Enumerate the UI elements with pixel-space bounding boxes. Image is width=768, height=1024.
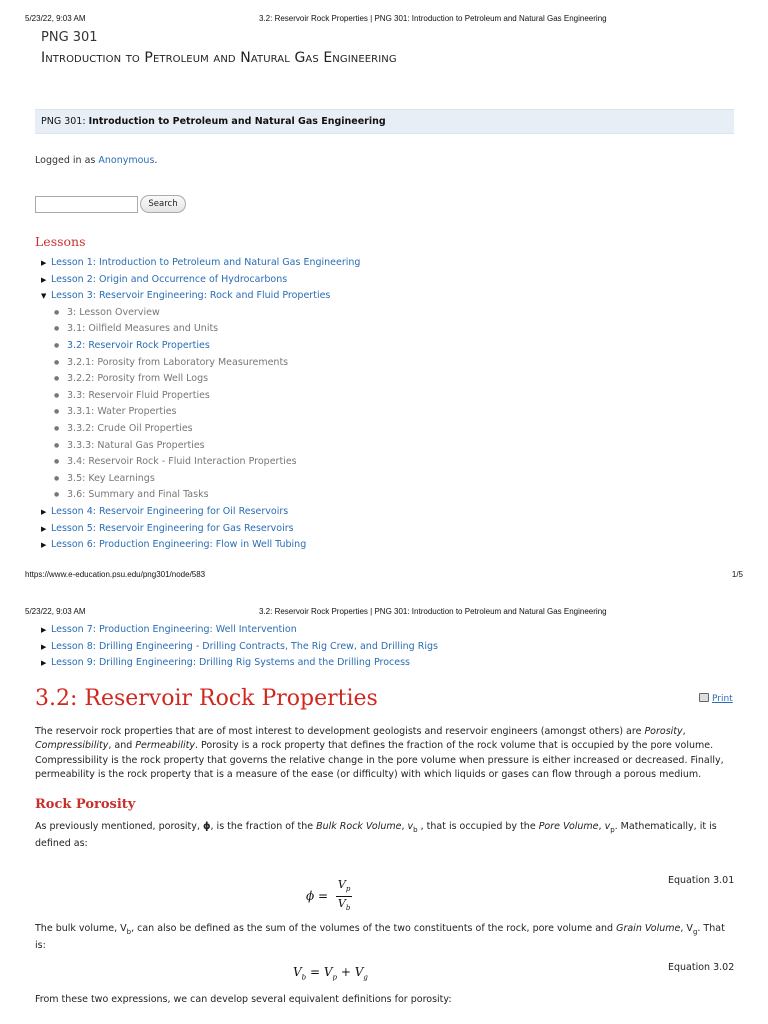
print-page-number: 1/5 xyxy=(731,570,743,579)
nav-link[interactable]: Lesson 4: Reservoir Engineering for Oil Reservoirs xyxy=(51,505,289,517)
nav-link[interactable]: Lesson 1: Introduction to Petroleum and Natural Gas Engineering xyxy=(51,257,361,268)
nav-link[interactable]: Lesson 7: Production Engineering: Well Intervention xyxy=(51,624,297,635)
triangle-right-icon[interactable]: ▶ xyxy=(41,642,47,651)
intro-paragraph: The reservoir rock properties that are of most interest to development geologists and reservoir engineers (amongst others) are Porosity, Compressibility, and Permeability. Porosity is a rock property that defines the fraction of the rock volume that is occupied by the pore volume. Compressibility is the rock property that governs the relative change in the pore volume when pressure is either increased or decreased. Finally, permeability is the rock property that is a measure of the ease (or difficulty) with which liquids or gases can flow through a porous medium. xyxy=(35,726,724,780)
bullet-icon: ● xyxy=(54,474,60,482)
nav-link[interactable]: Lesson 2: Origin and Occurrence of Hydrocarbons xyxy=(51,273,288,285)
final-paragraph: From these two expressions, we can develop several equivalent definitions for porosity: xyxy=(35,994,452,1005)
bullet-icon: ● xyxy=(54,325,60,333)
print-datetime: 5/23/22, 9:03 AM xyxy=(25,607,86,616)
bullet-icon: ● xyxy=(54,491,60,499)
nav-link[interactable]: 3.3.1: Water Properties xyxy=(67,406,177,418)
bullet-icon: ● xyxy=(54,358,60,366)
nav-link[interactable]: 3.1: Oilfield Measures and Units xyxy=(67,323,219,335)
triangle-right-icon[interactable]: ▶ xyxy=(41,541,47,550)
triangle-right-icon[interactable]: ▶ xyxy=(41,626,47,634)
bullet-icon: ● xyxy=(54,308,60,316)
nav-link[interactable]: 3.2.1: Porosity from Laboratory Measurements xyxy=(67,356,289,368)
equation-label-3-02: Equation 3.02 xyxy=(668,962,735,973)
print-header xyxy=(0,14,768,28)
login-suffix: . xyxy=(154,155,158,166)
triangle-right-icon[interactable]: ▶ xyxy=(41,275,47,284)
print-title: 3.2: Reservoir Rock Properties | PNG 301: Introduction to Petroleum and Natural Gas Engineering xyxy=(259,607,607,616)
bullet-icon: ● xyxy=(54,424,60,432)
login-user-link[interactable]: Anonymous xyxy=(98,155,155,166)
nav-link[interactable]: 3.2.2: Porosity from Well Logs xyxy=(67,373,209,385)
porosity-paragraph: As previously mentioned, porosity, ϕ, is the fraction of the Bulk Rock Volume, $v_b$ , that is occupied by the Pore Volume, $v_p$. Mathematically, it is defined as: xyxy=(35,821,717,850)
site-code[interactable]: PNG 301 xyxy=(41,30,98,45)
course-title: Introduction to Petroleum and Natural Gas Engineering xyxy=(88,116,386,127)
nav-link[interactable]: Lesson 9: Drilling Engineering: Drilling Rig Systems and the Drilling Process xyxy=(51,657,410,669)
site-title[interactable]: Introduction to Petroleum and Natural Gas Engineering xyxy=(41,50,397,66)
print-header-2 xyxy=(0,607,768,621)
nav-link[interactable]: 3.3.2: Crude Oil Properties xyxy=(67,422,193,434)
triangle-right-icon[interactable]: ▶ xyxy=(41,259,47,267)
print-url: https://www.e-education.psu.edu/png301/node/583 xyxy=(25,570,206,579)
equation-label-3-01: Equation 3.01 xyxy=(668,875,735,886)
course-code: PNG 301: xyxy=(41,116,86,127)
nav-link[interactable]: 3.5: Key Learnings xyxy=(67,472,155,484)
lessons-heading: Lessons xyxy=(35,234,86,249)
print-link-label[interactable]: Print xyxy=(712,694,733,704)
nav-link[interactable]: Lesson 3: Reservoir Engineering: Rock and Fluid Properties xyxy=(51,290,331,302)
print-datetime: 5/23/22, 9:03 AM xyxy=(25,14,86,23)
rock-porosity-heading: Rock Porosity xyxy=(35,797,136,812)
bulk-volume-paragraph: The bulk volume, $V_b$, can also be defined as the sum of the volumes of the two constituents of the rock, pore volume and Grain Volume, $V_g$. That is: xyxy=(35,923,725,952)
course-bar xyxy=(35,109,734,134)
login-status xyxy=(35,155,157,166)
nav-link[interactable]: 3.6: Summary and Final Tasks xyxy=(67,489,209,501)
login-prefix: Logged in as xyxy=(35,155,96,166)
bullet-icon: ● xyxy=(54,341,60,349)
search-button[interactable]: Search xyxy=(140,195,186,213)
equation-3-02: $V_b = V_p + V_g$ xyxy=(293,965,368,982)
nav-link[interactable]: 3: Lesson Overview xyxy=(67,306,160,318)
print-title: 3.2: Reservoir Rock Properties | PNG 301: Introduction to Petroleum and Natural Gas Engineering xyxy=(259,14,607,23)
print-link[interactable] xyxy=(699,693,733,704)
search-input[interactable] xyxy=(35,196,138,213)
nav-link[interactable]: 3.4: Reservoir Rock - Fluid Interaction Properties xyxy=(67,456,297,468)
nav-link[interactable]: 3.2: Reservoir Rock Properties xyxy=(67,339,210,351)
nav-link[interactable]: 3.3: Reservoir Fluid Properties xyxy=(67,389,210,401)
bullet-icon: ● xyxy=(54,458,60,466)
triangle-right-icon[interactable]: ▶ xyxy=(41,524,47,533)
nav-link[interactable]: Lesson 5: Reservoir Engineering for Gas Reservoirs xyxy=(51,522,294,534)
printer-icon xyxy=(699,693,709,702)
page-title: 3.2: Reservoir Rock Properties xyxy=(35,686,378,711)
bullet-icon: ● xyxy=(54,408,60,416)
triangle-right-icon[interactable]: ▶ xyxy=(41,659,47,668)
bullet-icon: ● xyxy=(54,441,60,449)
triangle-right-icon[interactable]: ▶ xyxy=(41,507,47,516)
nav-link[interactable]: Lesson 6: Production Engineering: Flow in Well Tubing xyxy=(51,539,307,551)
triangle-down-icon[interactable]: ▼ xyxy=(41,292,47,301)
nav-link[interactable]: Lesson 8: Drilling Engineering - Drilling Contracts, The Rig Crew, and Drilling Rigs xyxy=(51,640,438,652)
bullet-icon: ● xyxy=(54,391,60,399)
equation-3-01: ϕ = $\frac{V_p}{V_b}$ xyxy=(306,878,351,913)
bullet-icon: ● xyxy=(54,375,60,383)
nav-link[interactable]: 3.3.3: Natural Gas Properties xyxy=(67,439,205,451)
